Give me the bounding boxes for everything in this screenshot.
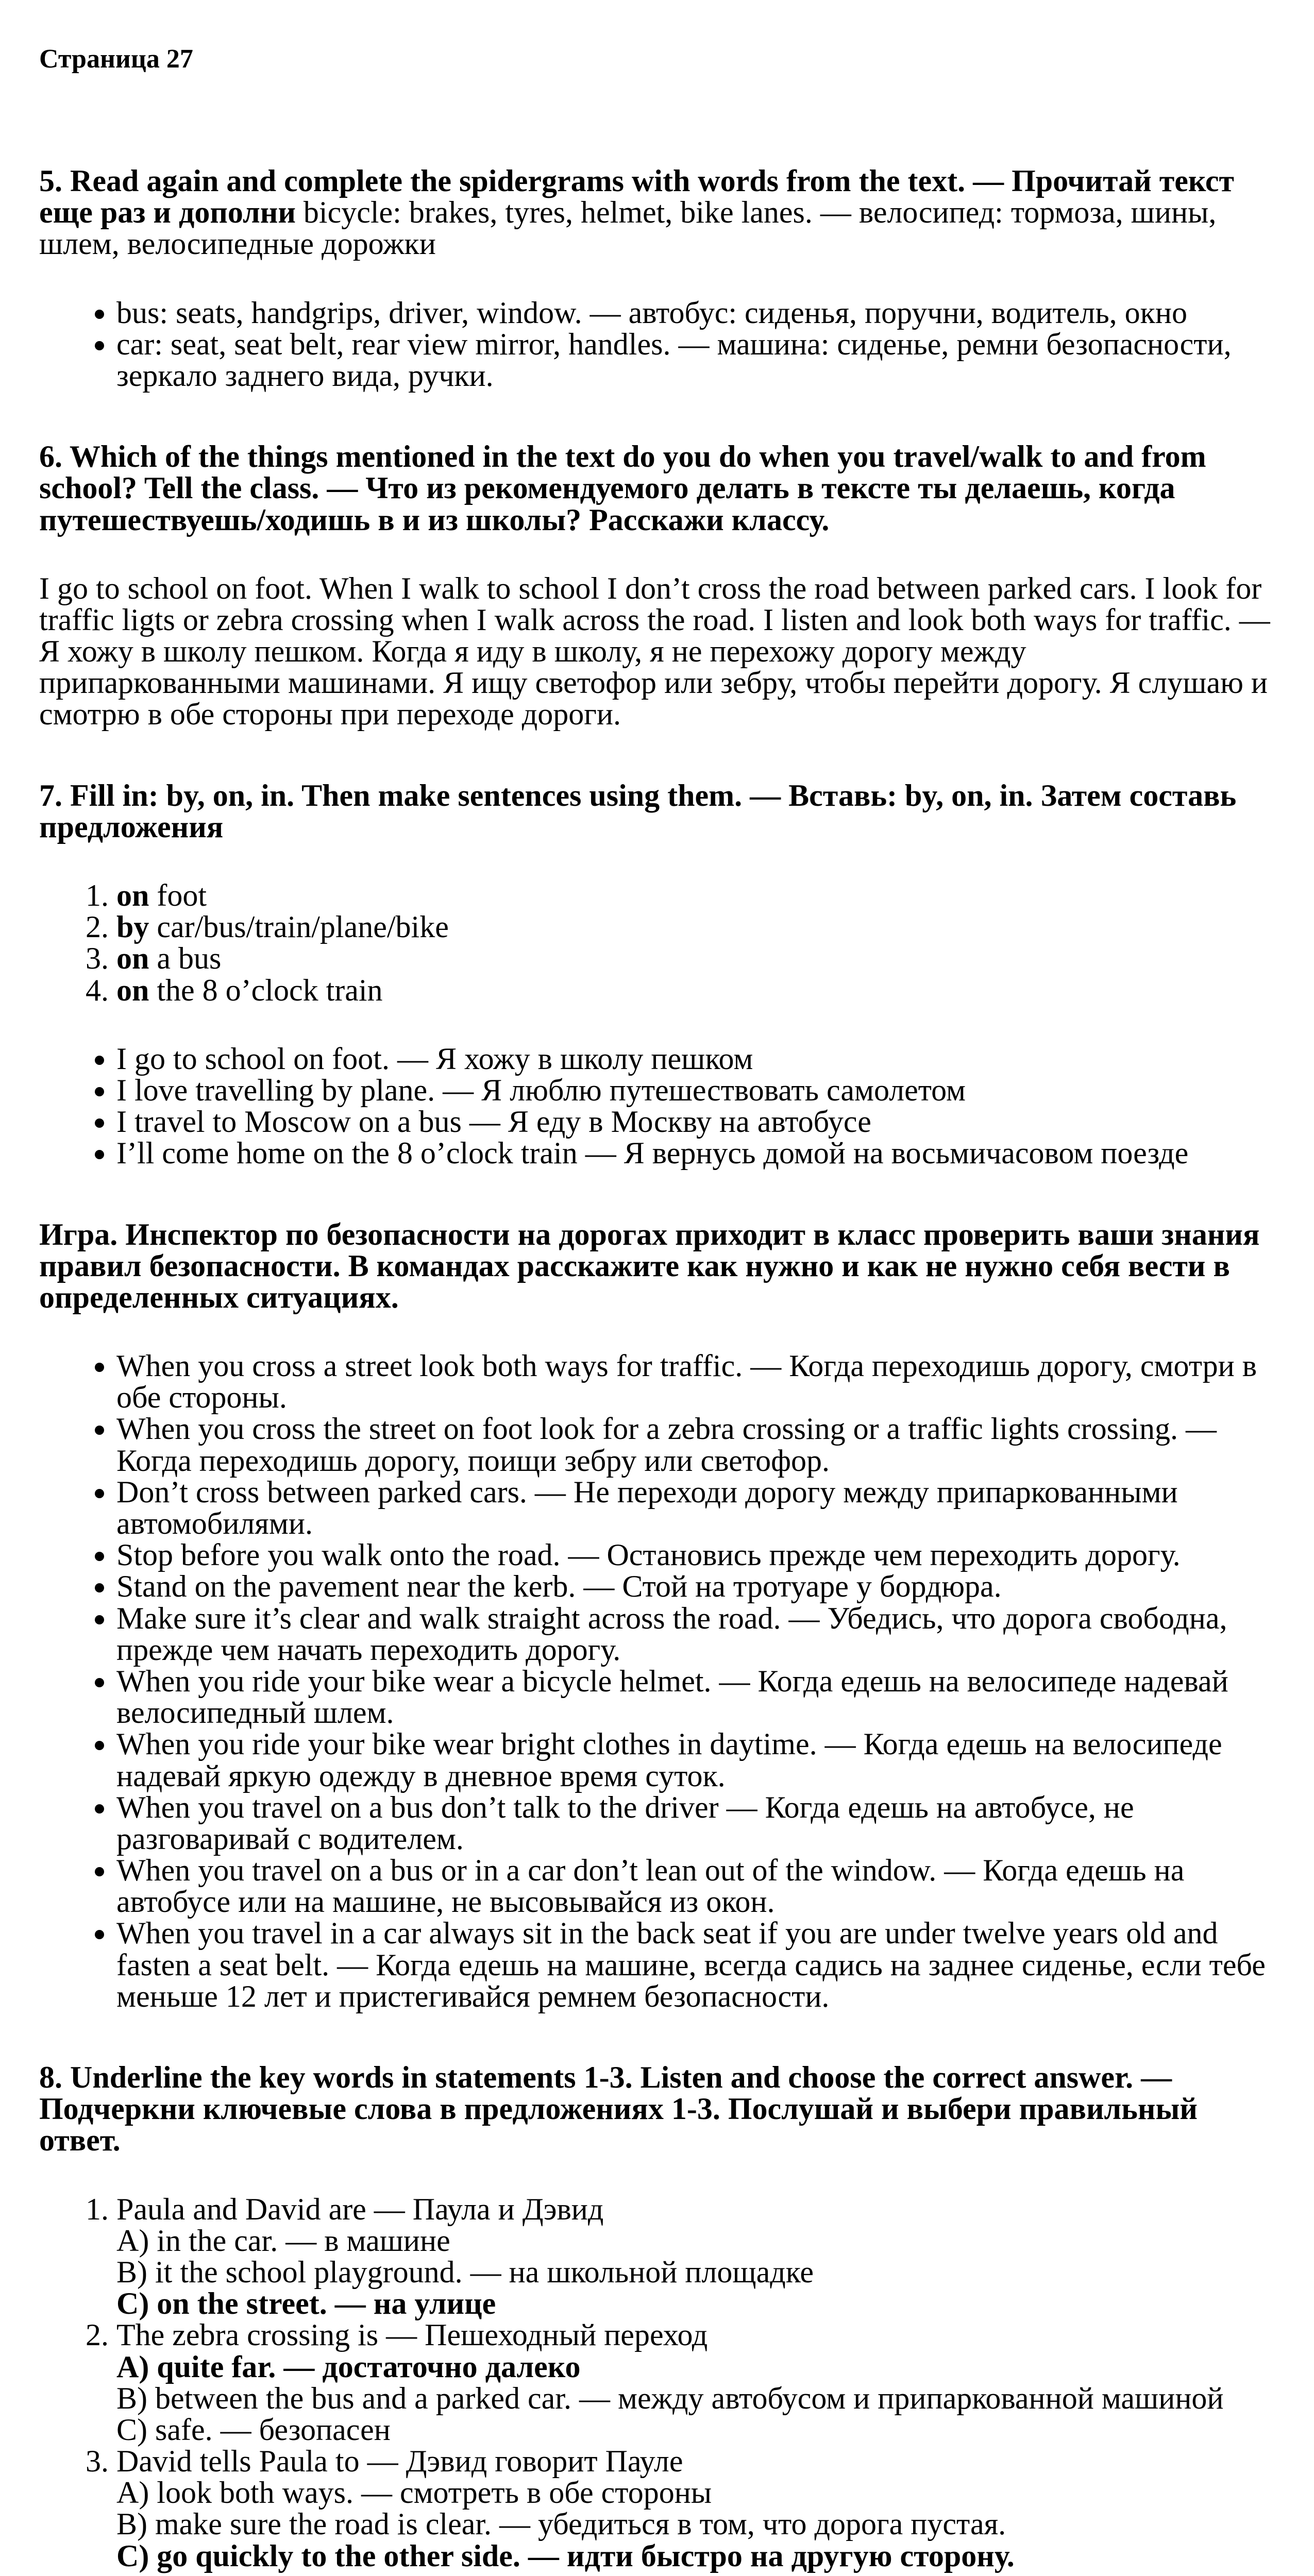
exercise-7-sentences [39, 1043, 1275, 1170]
preposition: on [116, 941, 149, 976]
list-item: • car: seat, seat belt, rear view mirror, handles. — машина: сиденье, ремни безопасности, зеркало заднего вида, ручки. [116, 329, 1275, 392]
list-item: • When you ride your bike wear bright clothes in daytime. — Когда едешь на велосипеде надевай яркую одежду в дневное время суток. [116, 1728, 1275, 1791]
exercise-5 [39, 165, 1275, 392]
question-item [116, 2319, 1275, 2446]
preposition: by [116, 910, 149, 944]
exercise-6 [39, 441, 1275, 731]
answer-option: B) make sure the road is clear. — убедиться в том, что дорога пустая. [116, 2507, 1006, 2541]
question-item [116, 2446, 1275, 2572]
list-item [116, 943, 1275, 974]
list-item: • Make sure it’s clear and walk straight across the road. — Убедись, что дорога свободна, прежде чем начать переходить дорогу. [116, 1603, 1275, 1666]
answer-option-correct: C) go quickly to the other side. — идти быстро на другую сторону. [116, 2538, 1015, 2573]
question-item [116, 2194, 1275, 2320]
exercise-7-fill-list [39, 880, 1275, 1006]
phrase: car/bus/train/plane/bike [149, 910, 449, 944]
list-item: • I love travelling by plane. — Я люблю путешествовать самолетом [116, 1075, 1275, 1106]
list-item: • When you cross a street look both ways for traffic. — Когда переходишь дорогу, смотри в обе стороны. [116, 1350, 1275, 1413]
answer-option: A) in the car. — в машине [116, 2223, 450, 2258]
exercise-5-list [39, 297, 1275, 392]
phrase: foot [149, 878, 207, 913]
exercise-7-heading: 7. Fill in: by, on, in. Then make sentences using them. — Вставь: by, on, in. Затем составь предложения [39, 778, 1237, 844]
list-item [116, 880, 1275, 911]
exercise-5-answer-bicycle: bicycle: brakes, tyres, helmet, bike lanes. — велосипед: тормоза, шины, шлем, велосипедные дорожки [39, 195, 1217, 261]
list-item: • bus: seats, handgrips, driver, window. — автобус: сиденья, поручни, водитель, окно [116, 297, 1275, 329]
question-text: 1. Paula and David are — Паула и Дэвид [116, 2192, 604, 2226]
list-item: • When you travel on a bus or in a car don’t lean out of the window. — Когда едешь на автобусе или на машине, не высовывайся из окон. [116, 1855, 1275, 1918]
game-rules-list [39, 1350, 1275, 2012]
list-item [116, 911, 1275, 943]
list-item: • When you travel in a car always sit in the back seat if you are under twelve years old and fasten a seat belt. — Когда едешь на машине, всегда садись на заднее сиденье, если тебе меньше 12 лет и пристегивайся ремнем безопасности. [116, 1918, 1275, 2012]
exercise-7 [39, 780, 1275, 1170]
list-item: • When you cross the street on foot look for a zebra crossing or a traffic lights crossing. — Когда переходишь дорогу, поищи зебру или светофор. [116, 1413, 1275, 1476]
exercise-8 [39, 2062, 1275, 2576]
list-item: • I travel to Moscow on a bus — Я еду в Москву на автобусе [116, 1106, 1275, 1138]
exercise-5-heading-bold: 5. Read again and complete the spidergrams with words from the text. — Прочитай текст еще раз и дополни [39, 164, 1235, 230]
list-item: • I’ll come home on the 8 o’clock train — Я вернусь домой на восьмичасовом поезде [116, 1138, 1275, 1169]
answer-option-correct: C) on the street. — на улице [116, 2286, 496, 2321]
phrase: a bus [149, 941, 222, 976]
list-item [116, 975, 1275, 1006]
preposition: on [116, 878, 149, 913]
list-item: • Don’t cross between parked cars. — Не переходи дорогу между припаркованными автомобилями. [116, 1477, 1275, 1539]
list-item: • When you travel on a bus don’t talk to the driver — Когда едешь на автобусе, не разговаривай с водителем. [116, 1792, 1275, 1855]
list-item: • Stop before you walk onto the road. — Остановись прежде чем переходить дорогу. [116, 1539, 1275, 1571]
exercise-5-heading [39, 165, 1275, 260]
question-text: 3. David tells Paula to — Дэвид говорит Пауле [116, 2444, 683, 2479]
answer-option: B) it the school playground. — на школьной площадке [116, 2255, 814, 2289]
page-title: Страница 27 [39, 44, 193, 74]
exercise-8-questions [39, 2194, 1275, 2572]
list-item: • When you ride your bike wear a bicycle helmet. — Когда едешь на велосипеде надевай велосипедный шлем. [116, 1666, 1275, 1728]
preposition: on [116, 973, 149, 1007]
list-item: • I go to school on foot. — Я хожу в школу пешком [116, 1043, 1275, 1075]
exercise-6-heading: 6. Which of the things mentioned in the text do you do when you travel/walk to and from school? Tell the class. — Что из рекомендуемого делать в тексте ты делаешь, когда путешествуешь/ходишь в и из школы? Расскажи классу. [39, 439, 1206, 537]
answer-option: B) between the bus and a parked car. — между автобусом и припаркованной машиной [116, 2381, 1224, 2415]
answer-option: A) look both ways. — смотреть в обе стороны [116, 2476, 712, 2510]
answer-option: C) safe. — безопасен [116, 2412, 391, 2447]
question-text: 2. The zebra crossing is — Пешеходный переход [116, 2318, 708, 2352]
game-section [39, 1219, 1275, 2013]
game-heading: Игра. Инспектор по безопасности на дорогах приходит в класс проверить ваши знания правил безопасности. В командах расскажите как нужно и как не нужно себя вести в определенных ситуациях. [39, 1217, 1260, 1314]
list-item: • Stand on the pavement near the kerb. — Стой на тротуаре у бордюра. [116, 1571, 1275, 1602]
exercise-6-answer: I go to school on foot. When I walk to school I don’t cross the road between parked cars. I look for traffic ligts or zebra crossing when I walk across the road. I listen and look both ways for traffic. — Я хожу в школу пешком. Когда я иду в школу, я не перехожу дорогу между припаркованными машинами. Я ищу светофор или зебру, чтобы перейти дорогу. Я слушаю и смотрю в обе стороны при переходе дороги. [39, 571, 1270, 732]
answer-option-correct: A) quite far. — достаточно далеко [116, 2349, 581, 2384]
exercise-8-heading: 8. Underline the key words in statements 1-3. Listen and choose the correct answer. — Подчеркни ключевые слова в предложениях 1-3. Послушай и выбери правильный ответ. [39, 2060, 1198, 2158]
phrase: the 8 o’clock train [149, 973, 383, 1007]
